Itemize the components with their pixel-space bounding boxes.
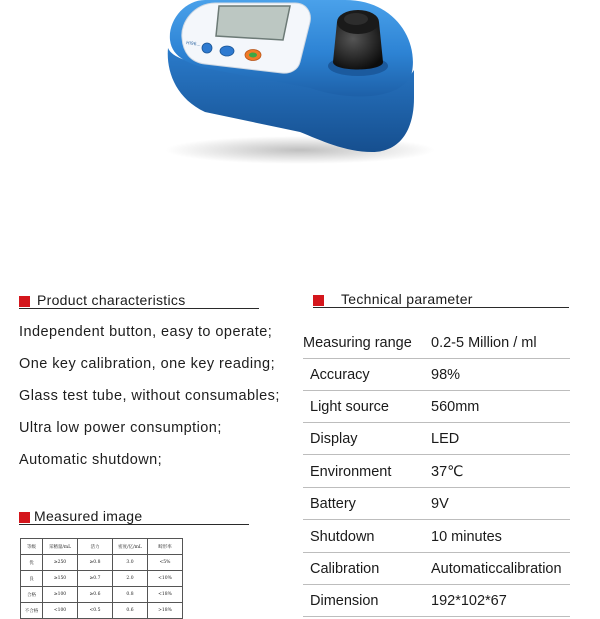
param-row	[303, 327, 570, 359]
table-cell: >18%	[148, 603, 183, 619]
table-cell: 优	[21, 555, 43, 571]
table-row	[21, 571, 183, 587]
table-cell: 0.8	[113, 587, 148, 603]
param-row	[303, 359, 570, 391]
table-cell: ≥250	[43, 555, 78, 571]
param-label: Calibration	[310, 561, 380, 577]
param-label: Dimension	[310, 593, 379, 609]
param-value: 37℃	[431, 464, 464, 480]
lcd-screen	[216, 6, 290, 40]
param-label: Battery	[310, 496, 356, 512]
red-square-icon	[19, 512, 30, 523]
param-value: 192*102*67	[431, 593, 507, 609]
feature-item: Independent button, easy to operate;	[19, 324, 273, 340]
param-row	[303, 585, 570, 617]
power-button[interactable]	[202, 43, 212, 53]
table-cell: 不合格	[21, 603, 43, 619]
table-cell: 畸形率	[148, 539, 183, 555]
product-photo	[0, 0, 600, 270]
table-cell: 密度/亿/mL	[113, 539, 148, 555]
param-label: Light source	[310, 399, 389, 415]
technical-title: Technical parameter	[341, 291, 473, 307]
red-square-icon	[313, 295, 324, 306]
measured-table	[20, 538, 183, 619]
feature-item: Ultra low power consumption;	[19, 420, 222, 436]
table-cell: <0.5	[78, 603, 113, 619]
param-row	[303, 553, 570, 585]
param-row	[303, 391, 570, 423]
param-row	[303, 456, 570, 488]
table-cell: ≥100	[43, 587, 78, 603]
param-row	[303, 423, 570, 455]
table-cell: <100	[43, 603, 78, 619]
param-label: Environment	[310, 464, 392, 480]
characteristics-header	[19, 293, 259, 309]
technical-header	[313, 292, 569, 308]
measured-title: Measured image	[34, 508, 143, 524]
table-cell: <5%	[148, 555, 183, 571]
table-cell: ≥0.6	[78, 587, 113, 603]
read-button-icon	[249, 53, 257, 58]
table-cell: 活力	[78, 539, 113, 555]
param-value: 10 minutes	[431, 529, 502, 545]
param-label: Shutdown	[310, 529, 375, 545]
table-row	[21, 539, 183, 555]
calibration-button[interactable]	[220, 46, 234, 56]
table-cell: 0.6	[113, 603, 148, 619]
cap-highlight	[344, 13, 368, 25]
table-cell: ≥0.7	[78, 571, 113, 587]
model-label: HI96...	[185, 41, 202, 49]
param-label: Display	[310, 431, 358, 447]
table-row	[21, 587, 183, 603]
table-cell: ≥150	[43, 571, 78, 587]
param-value: 0.2-5 Million / ml	[431, 335, 537, 351]
param-label: Accuracy	[310, 367, 370, 383]
feature-item: One key calibration, one key reading;	[19, 356, 276, 372]
table-cell: <10%	[148, 571, 183, 587]
characteristics-title: Product characteristics	[37, 292, 186, 308]
red-square-icon	[19, 296, 30, 307]
table-row	[21, 603, 183, 619]
param-value: 9V	[431, 496, 449, 512]
param-value: Automaticcalibration	[431, 561, 562, 577]
param-value: 98%	[431, 367, 461, 383]
param-row	[303, 521, 570, 553]
table-cell: 2.0	[113, 571, 148, 587]
table-cell: 采精量/mL	[43, 539, 78, 555]
table-cell: 合格	[21, 587, 43, 603]
param-value: 560mm	[431, 399, 480, 415]
table-cell: 3.0	[113, 555, 148, 571]
param-row	[303, 488, 570, 520]
table-cell: 等级	[21, 539, 43, 555]
feature-item: Automatic shutdown;	[19, 452, 163, 468]
param-value: LED	[431, 431, 460, 447]
table-cell: 良	[21, 571, 43, 587]
param-label: Measuring range	[303, 335, 412, 351]
table-cell: <18%	[148, 587, 183, 603]
table-row	[21, 555, 183, 571]
table-cell: ≥0.8	[78, 555, 113, 571]
feature-item: Glass test tube, without consumables;	[19, 388, 280, 404]
measured-header	[19, 509, 249, 525]
